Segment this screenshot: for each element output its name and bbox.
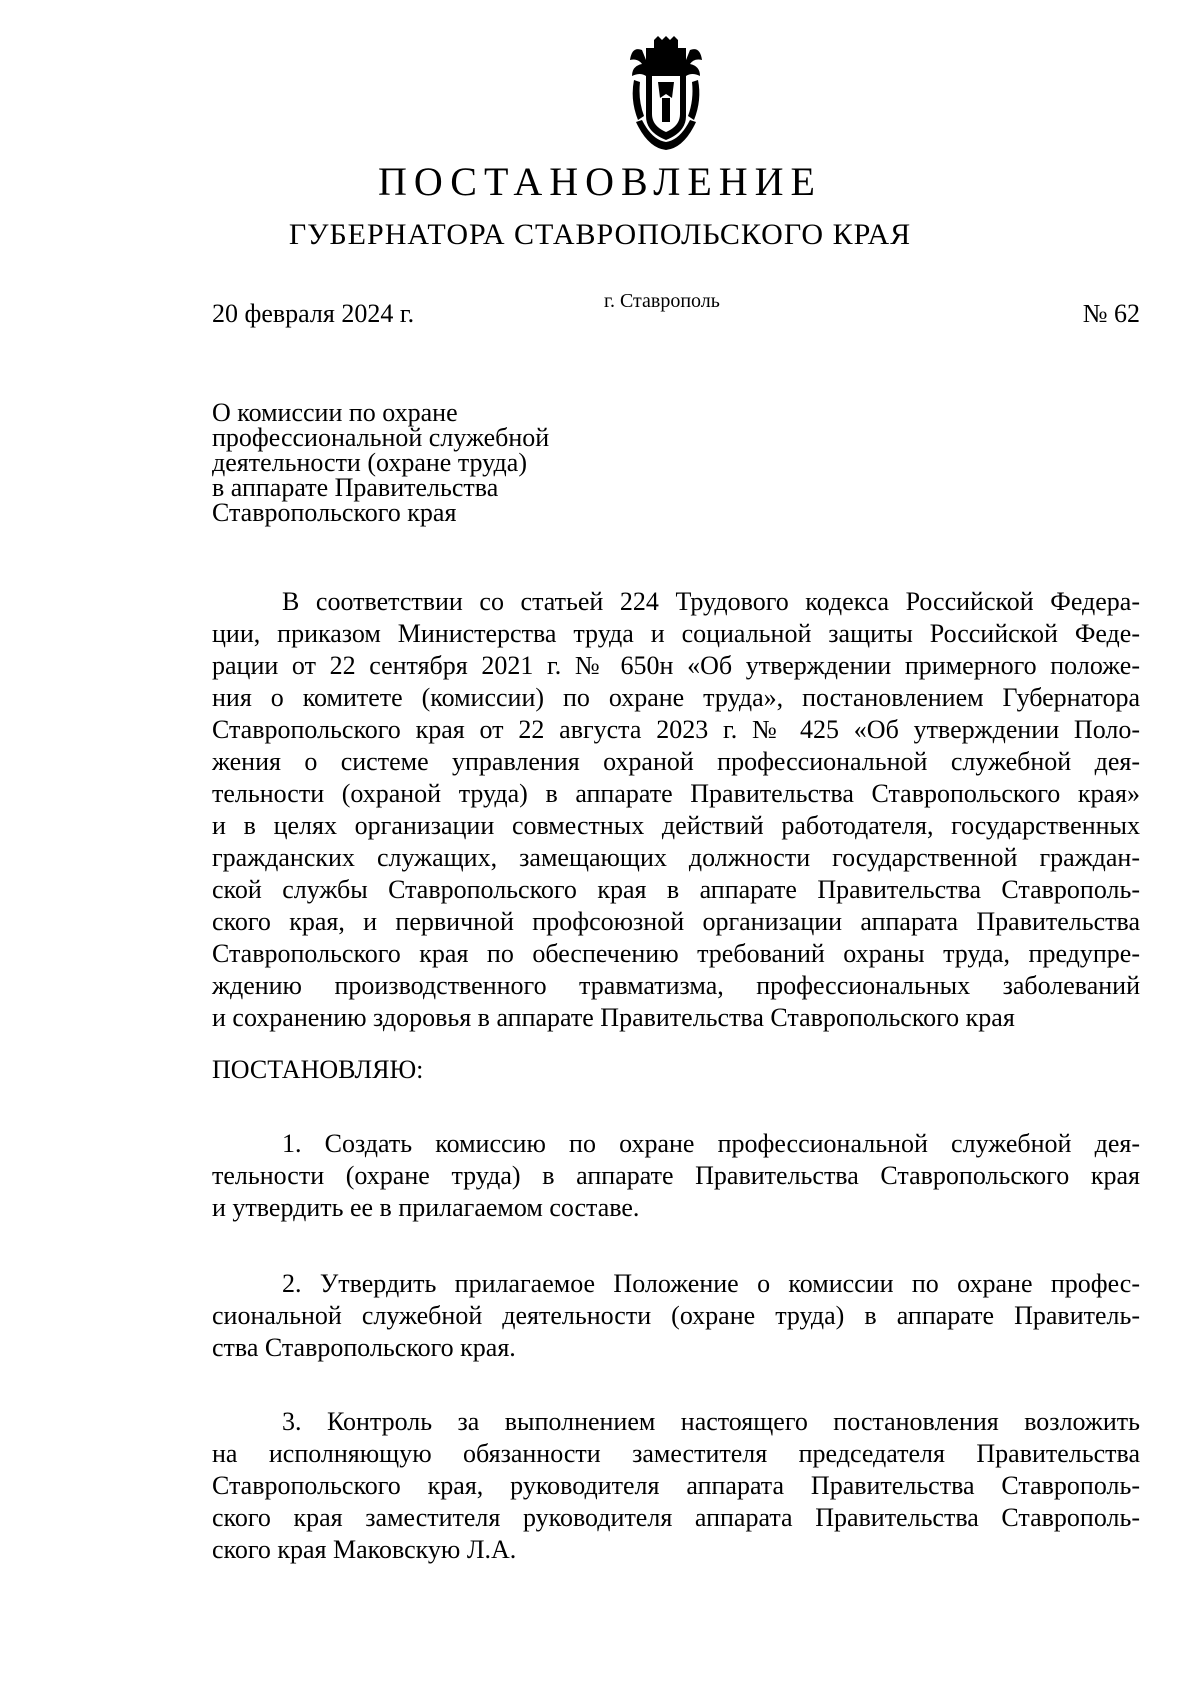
paragraph-line: и в целях организации совместных действий работодателя, государственных (212, 811, 1140, 840)
paragraph-line: сиональной служебной деятельности (охране труда) в аппарате Правитель- (212, 1301, 1140, 1330)
paragraph-line: и утвердить ее в прилагаемом составе. (212, 1193, 640, 1222)
subject-line: Ставропольского края (212, 498, 457, 527)
paragraph-line: на исполняющую обязанности заместителя председателя Правительства (212, 1439, 1140, 1468)
paragraph-line: ского края заместителя руководителя аппарата Правительства Ставрополь- (212, 1503, 1140, 1532)
paragraph-line: тельности (охране труда) в аппарате Правительства Ставропольского края (212, 1161, 1140, 1190)
decree-item-3 (212, 1406, 1140, 1566)
paragraph-line: Ставропольского края по обеспечению требований охраны труда, предупре- (212, 939, 1140, 968)
paragraph-line: ства Ставропольского края. (212, 1333, 516, 1362)
paragraph-line: ского края Маковскую Л.А. (212, 1535, 517, 1564)
paragraph-line: ции, приказом Министерства труда и социальной защиты Российской Феде- (212, 619, 1140, 648)
paragraph-line: ской службы Ставропольского края в аппарате Правительства Ставрополь- (212, 875, 1140, 904)
paragraph-line: 1. Создать комиссию по охране профессиональной служебной дея- (282, 1129, 1140, 1158)
paragraph-line: 3. Контроль за выполнением настоящего постановления возложить (282, 1407, 1140, 1436)
document-date: 20 февраля 2024 г. (212, 299, 415, 328)
paragraph-line: тельности (охраной труда) в аппарате Правительства Ставропольского края» (212, 779, 1140, 808)
decree-item-2 (212, 1268, 1140, 1364)
paragraph-line: ния о комитете (комиссии) по охране труда», постановлением Губернатора (212, 683, 1140, 712)
paragraph-line: ждению производственного травматизма, профессиональных заболеваний (212, 971, 1140, 1000)
preamble-paragraph (212, 586, 1140, 1034)
decree-heading: ПОСТАНОВЛЯЮ: (212, 1055, 424, 1084)
paragraph-line: рации от 22 сентября 2021 г. № 650н «Об утверждении примерного положе- (212, 651, 1140, 680)
paragraph-line: и сохранению здоровья в аппарате Правительства Ставропольского края (212, 1003, 1015, 1032)
document-number: № 62 (1082, 299, 1140, 328)
paragraph-line: Ставропольского края, руководителя аппарата Правительства Ставрополь- (212, 1471, 1140, 1500)
paragraph-line: 2. Утвердить прилагаемое Положение о комиссии по охране профес- (282, 1269, 1140, 1298)
stavropol-coat-of-arms-icon (628, 36, 704, 152)
paragraph-line: В соответствии со статьей 224 Трудового кодекса Российской Федера- (282, 587, 1140, 616)
document-author-title: ГУБЕРНАТОРА СТАВРОПОЛЬСКОГО КРАЯ (288, 218, 912, 251)
subject-line: О комиссии по охране (212, 398, 458, 427)
paragraph-line: гражданских служащих, замещающих должности государственной граждан- (212, 843, 1140, 872)
subject-line: профессиональной служебной (212, 423, 550, 452)
paragraph-line: Ставропольского края от 22 августа 2023 г. № 425 «Об утверждении Поло- (212, 715, 1140, 744)
document-type-title: ПОСТАНОВЛЕНИЕ (378, 159, 822, 204)
paragraph-line: ского края, и первичной профсоюзной организации аппарата Правительства (212, 907, 1140, 936)
decree-item-1 (212, 1128, 1140, 1224)
document-subject (212, 400, 632, 525)
subject-line: деятельности (охране труда) (212, 448, 527, 477)
paragraph-line: жения о системе управления охраной профессиональной служебной дея- (212, 747, 1140, 776)
document-place: г. Ставрополь (604, 290, 720, 312)
subject-line: в аппарате Правительства (212, 473, 499, 502)
